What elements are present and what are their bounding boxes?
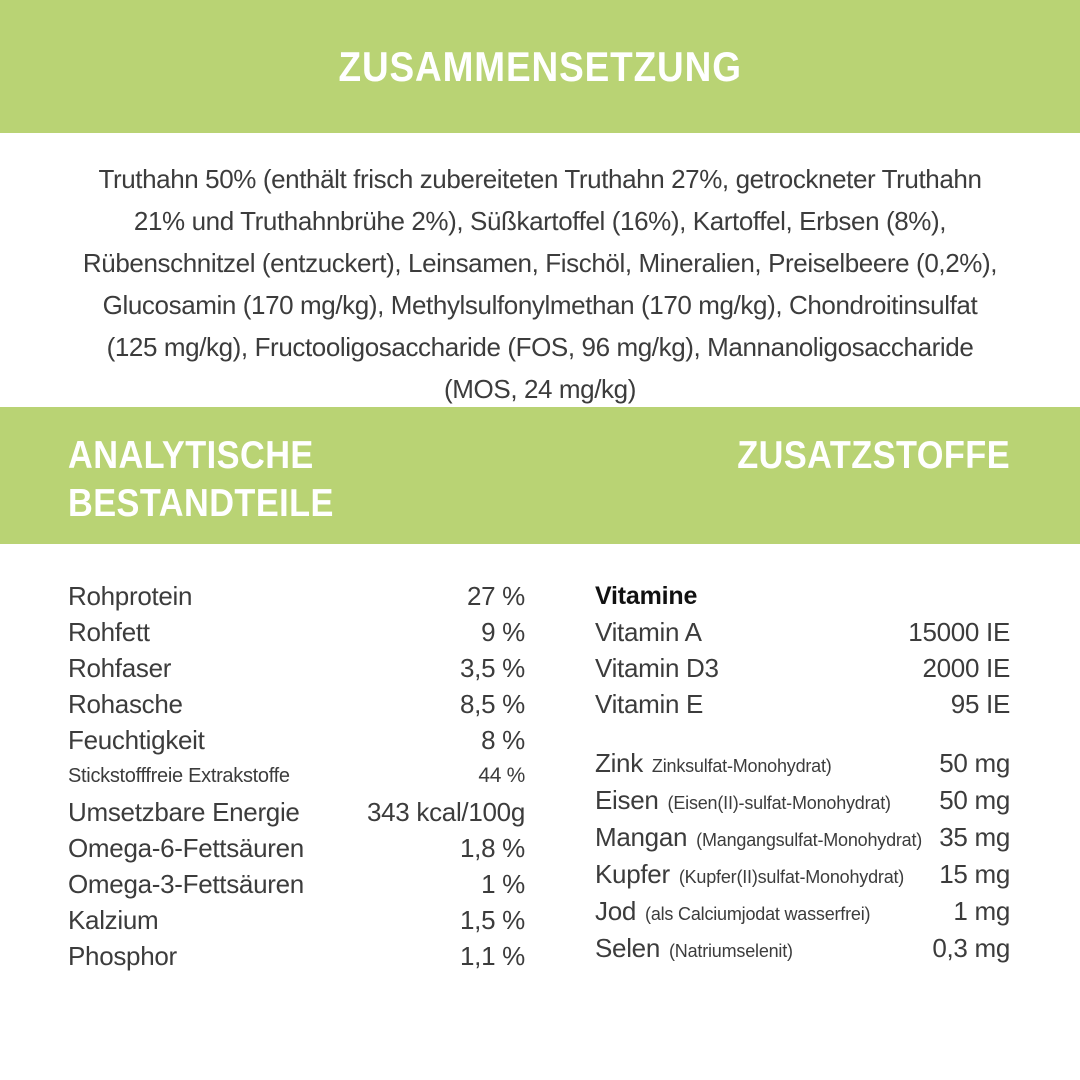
analytical-heading-line1: ANALYTISCHE (68, 434, 314, 477)
analytical-value: 8,5 % (460, 688, 525, 719)
analytical-value: 44 % (478, 764, 525, 787)
vitamin-label: Vitamin D3 (595, 652, 719, 683)
divider (595, 722, 1010, 748)
vitamins-header: Vitamine (595, 581, 698, 610)
analytical-value: 8 % (481, 724, 525, 755)
analytical-value: 1 % (481, 868, 525, 899)
table-row (68, 866, 525, 902)
trace-element-name: Jod (595, 896, 637, 926)
additives-table (595, 578, 1010, 974)
analytical-table (68, 578, 525, 974)
trace-element-name: Mangan (595, 822, 688, 852)
analytical-label: Rohfett (68, 616, 150, 647)
analytical-value: 3,5 % (460, 652, 525, 683)
vitamin-value: 95 IE (950, 688, 1010, 719)
table-row (595, 822, 1010, 859)
analytical-value: 9 % (481, 616, 525, 647)
trace-element-value: 50 mg (939, 748, 1010, 778)
vitamin-label: Vitamin A (595, 616, 702, 647)
table-row (595, 614, 1010, 650)
trace-element-value: 50 mg (939, 785, 1010, 815)
analytical-label: Rohfaser (68, 652, 172, 683)
analytical-value: 1,1 % (460, 940, 525, 971)
trace-element-value: 1 mg (953, 896, 1010, 926)
trace-element-note: (Kupfer(II)sulfat-Monohydrat) (678, 867, 905, 887)
table-row (595, 896, 1010, 933)
composition-line: (MOS, 24 mg/kg) (444, 374, 636, 404)
table-row (68, 578, 525, 614)
trace-element-name: Zink (595, 748, 643, 778)
analytical-label: Rohprotein (68, 580, 193, 611)
table-row (68, 902, 525, 938)
analytical-label: Omega-3-Fettsäuren (68, 868, 304, 899)
trace-element-note: (Natriumselenit) (669, 941, 793, 961)
trace-element-note: (als Calciumjodat wasserfrei) (645, 904, 871, 924)
composition-line: Glucosamin (170 mg/kg), Methylsulfonylmethan (170 mg/kg), Chondroitinsulfat (102, 290, 978, 320)
composition-line: Truthahn 50% (enthält frisch zubereiteten Truthahn 27%, getrockneter Truthahn (98, 164, 982, 194)
trace-element-value: 35 mg (939, 822, 1010, 852)
trace-element-note: Zinksulfat-Monohydrat) (651, 756, 832, 776)
table-row (595, 933, 1010, 970)
analytical-label: Phosphor (68, 940, 177, 971)
composition-title: ZUSAMMENSETZUNG (338, 42, 742, 90)
table-row (595, 686, 1010, 722)
composition-banner (0, 0, 1080, 133)
vitamin-value: 2000 IE (922, 652, 1010, 683)
table-row (68, 830, 525, 866)
analytical-value: 1,8 % (460, 832, 525, 863)
table-row (68, 614, 525, 650)
analytical-value: 1,5 % (460, 904, 525, 935)
composition-text (0, 133, 1080, 407)
trace-element-name: Eisen (595, 785, 659, 815)
analytical-label: Stickstofffreie Extrakstoffe (68, 764, 290, 787)
analytical-value: 27 % (466, 580, 525, 611)
vitamin-label: Vitamin E (595, 688, 704, 719)
table-row (68, 758, 525, 794)
trace-element-value: 0,3 mg (932, 933, 1010, 963)
facts-area (0, 578, 1080, 974)
table-row (68, 722, 525, 758)
analytical-label: Rohasche (68, 688, 183, 719)
composition-line: 21% und Truthahnbrühe 2%), Süßkartoffel (16%), Kartoffel, Erbsen (8%), (133, 206, 947, 236)
table-row (68, 650, 525, 686)
trace-element-value: 15 mg (939, 859, 1010, 889)
additives-heading: ZUSATZSTOFFE (737, 434, 1010, 477)
table-row (595, 650, 1010, 686)
table-row (68, 938, 525, 974)
composition-line: Rübenschnitzel (entzuckert), Leinsamen, Fischöl, Mineralien, Preiselbeere (0,2%), (82, 248, 998, 278)
analytical-heading-line2: BESTANDTEILE (68, 482, 334, 525)
section-headings-banner (0, 407, 1080, 544)
trace-element-name: Kupfer (595, 859, 670, 889)
table-row (68, 686, 525, 722)
table-row (595, 859, 1010, 896)
table-row (595, 785, 1010, 822)
analytical-label: Umsetzbare Energie (68, 796, 300, 827)
composition-line: (125 mg/kg), Fructooligosaccharide (FOS, 96 mg/kg), Mannanoligosaccharide (106, 332, 974, 362)
table-row (595, 748, 1010, 785)
trace-element-name: Selen (595, 933, 660, 963)
analytical-value: 343 kcal/100g (366, 796, 525, 827)
analytical-constituents-heading (68, 432, 370, 528)
analytical-label: Omega-6-Fettsäuren (68, 832, 304, 863)
analytical-label: Feuchtigkeit (68, 724, 205, 755)
trace-element-note: (Eisen(II)-sulfat-Monohydrat) (667, 793, 891, 813)
trace-element-note: (Mangangsulfat-Monohydrat) (696, 830, 923, 850)
vitamin-value: 15000 IE (908, 616, 1010, 647)
table-row (68, 794, 525, 830)
analytical-label: Kalzium (68, 904, 159, 935)
